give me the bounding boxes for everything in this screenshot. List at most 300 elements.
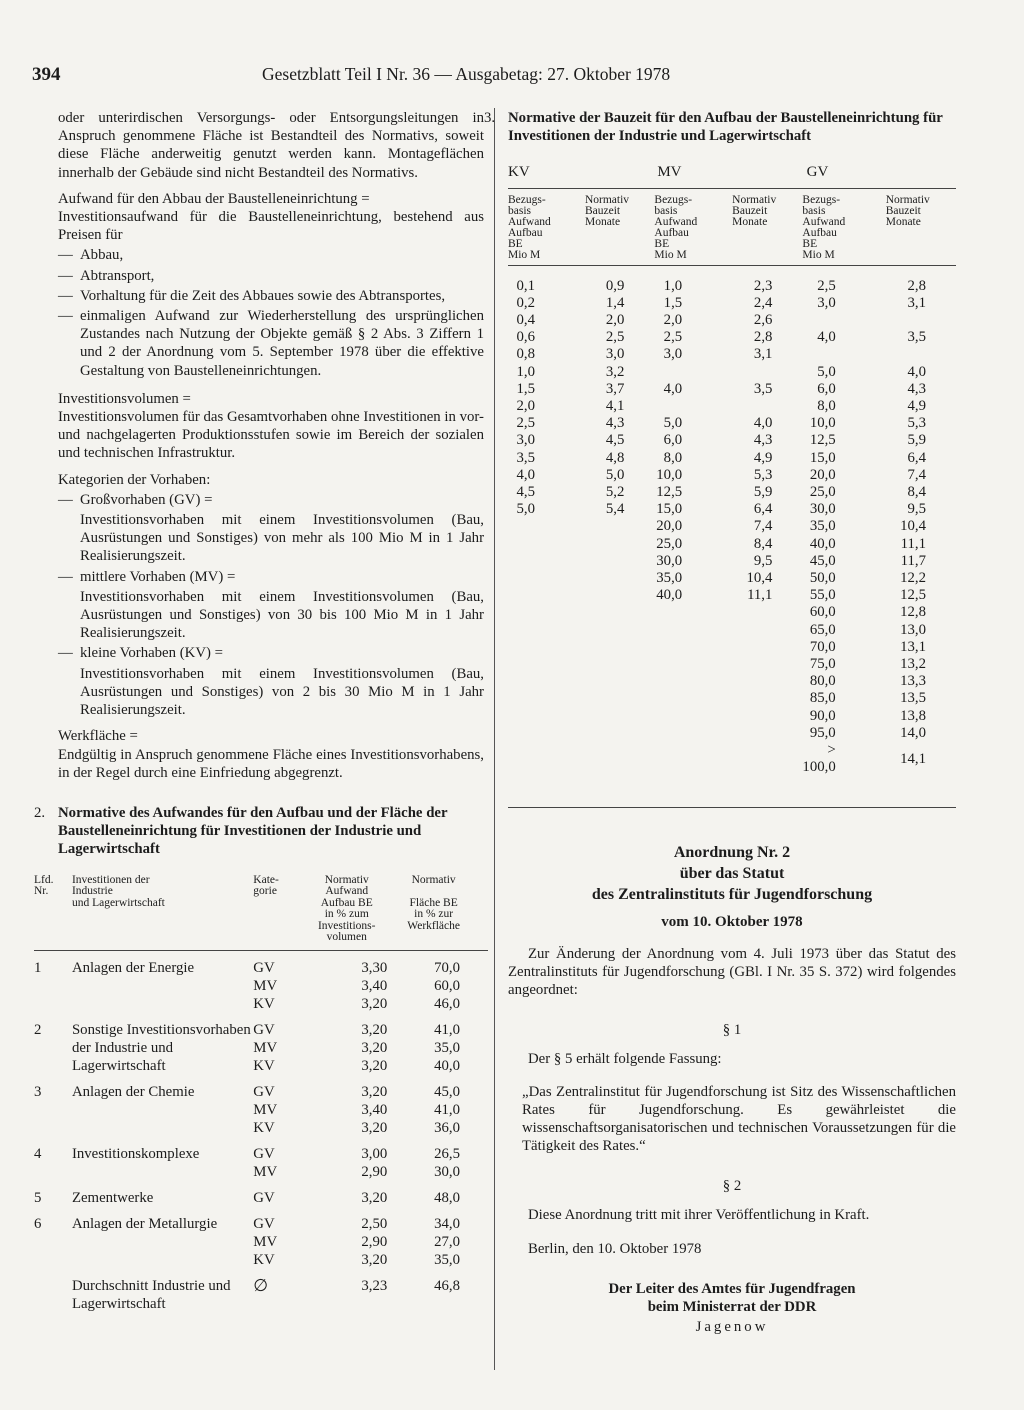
section-3-number: 3. (484, 110, 496, 126)
bezugsbasis-cell (508, 639, 585, 656)
bezugsbasis-cell: 6,0 (663, 432, 683, 449)
bauzeit-cell: 1,4 (605, 294, 625, 311)
table-row (508, 518, 956, 535)
bauzeit-cell (732, 673, 802, 690)
bauzeit-cell: 13,8 (900, 707, 926, 724)
bauzeit-cell: 4,3 (753, 432, 773, 449)
table-row (508, 346, 956, 363)
table-row (508, 742, 956, 776)
bauzeit-cell: 8,4 (907, 484, 926, 501)
bauzeit-cell: 2,5 (605, 329, 625, 346)
category-term-text: kleine Vorhaben (KV) = (80, 645, 223, 662)
category-value: MV (253, 1101, 278, 1118)
aufwand-value: 3,20 (361, 995, 388, 1012)
bauzeit-cell (585, 553, 654, 570)
table-row (508, 415, 956, 432)
bezugsbasis-cell: 5,0 (817, 363, 836, 380)
bezugsbasis-cell: 5,0 (663, 415, 683, 432)
flaeche-value: 40,0 (434, 1057, 460, 1074)
bezugsbasis-cell (508, 622, 585, 639)
bauzeit-cell: 13,5 (900, 690, 926, 707)
bezugsbasis-cell (654, 725, 732, 742)
bezugsbasis-cell: 20,0 (656, 518, 683, 535)
order-preamble: Zur Änderung der Anordnung vom 4. Juli 1973 über das Statut des Zentralinstituts für Jugendforschung (GBl. I Nr. 35 S. 372) wird folgendes angeordnet: (508, 945, 956, 999)
bauzeit-cell: 5,9 (907, 432, 926, 449)
investment-name: Anlagen der Metallurgie (71, 1215, 218, 1232)
column-header: Normativ Fläche BE in % zur Werkfläche (407, 871, 488, 951)
table-row (34, 950, 488, 1013)
dash-marker: — (58, 247, 73, 264)
bauzeit-cell: 11,7 (900, 552, 926, 569)
list-item (58, 287, 484, 305)
bezugsbasis-cell (802, 346, 885, 363)
werkflaeche-term: Werkfläche = (58, 728, 138, 745)
bauzeit-cell (585, 622, 654, 639)
category-value: GV (253, 1215, 275, 1232)
invest-definition: Investitionsvolumen für das Gesamtvorhaben ohne Investitionen in vor- und nachgelagerten Produktionsstufen sowie im Bereich der sozialen und technischen Infrastruktur. (58, 409, 484, 462)
bezugsbasis-cell: 50,0 (809, 570, 836, 587)
bezugsbasis-cell: 60,0 (809, 604, 836, 621)
bauzeit-cell: 2,3 (753, 277, 773, 294)
bezugsbasis-cell: 0,8 (516, 346, 535, 363)
bauzeit-cell: 4,9 (753, 449, 773, 466)
category-value: GV (253, 1145, 275, 1162)
column-header: Normativ Bauzeit Monate (732, 189, 802, 266)
category-value: KV (253, 995, 275, 1012)
bezugsbasis-cell: 8,0 (817, 398, 836, 415)
bauzeit-cell: 3,7 (605, 380, 625, 397)
bezugsbasis-cell: 3,0 (516, 432, 535, 449)
column-header: Normativ Bauzeit Monate (886, 189, 956, 266)
category-cell (253, 1075, 306, 1137)
category-value: GV (253, 1189, 275, 1206)
bezugsbasis-cell: 0,1 (516, 277, 535, 294)
column-header: Lfd. Nr. (34, 871, 72, 951)
aufwand-value: 3,20 (361, 1189, 388, 1206)
bauzeit-cell: 2,6 (753, 312, 773, 329)
bezugsbasis-cell: 12,5 (656, 484, 683, 501)
dash-marker: — (58, 568, 73, 585)
bezugsbasis-cell: 95,0 (809, 724, 836, 741)
bauzeit-cell: 6,4 (907, 449, 926, 466)
row-number: 3 (34, 1083, 42, 1100)
flaeche-value: 46,8 (434, 1277, 460, 1294)
table-group-labels (508, 145, 956, 188)
aufwand-value: 3,20 (361, 1083, 388, 1100)
bezugsbasis-cell: 2,5 (516, 415, 535, 432)
table-row (508, 295, 956, 312)
bauzeit-cell: 10,4 (900, 518, 926, 535)
section-2-heading (34, 804, 484, 859)
paragraph-1-quote: „Das Zentralinstitut für Jugendforschung ist Sitz des Wissenschaftlichen Rates für Jugendforschung. Es gewährleistet die wissenschaftsorganisatorischen und technischen Voraussetzungen für die Tätigkeit des Rates.“ (522, 1083, 956, 1155)
bauzeit-cell: 3,1 (907, 294, 926, 311)
flaeche-value: 45,0 (434, 1083, 460, 1100)
bauzeit-cell (732, 639, 802, 656)
dash-marker: — (58, 267, 73, 284)
order-title-line: über das Statut (679, 864, 785, 882)
bauzeit-cell: 10,4 (746, 570, 773, 587)
bauzeit-cell (732, 690, 802, 707)
bauzeit-cell: 12,8 (900, 604, 926, 621)
bezugsbasis-cell: 30,0 (809, 501, 836, 518)
abbau-definition: Investitionsaufwand für die Baustelleneinrichtung, bestehend aus Preisen für (58, 209, 484, 244)
bauzeit-cell (585, 708, 654, 725)
flaeche-cell (407, 1207, 488, 1269)
bauzeit-cell (886, 312, 956, 329)
bezugsbasis-cell (508, 518, 585, 535)
category-value: KV (253, 1057, 275, 1074)
investment-name: Durchschnitt Industrie und Lagerwirtschaft (71, 1277, 231, 1312)
investment-name: Zementwerke (71, 1189, 154, 1206)
bauzeit-cell (585, 639, 654, 656)
aufwand-cell (306, 1181, 407, 1207)
flaeche-value: 41,0 (434, 1021, 460, 1038)
bezugsbasis-cell: 40,0 (656, 587, 683, 604)
table-row (34, 1207, 488, 1269)
dash-marker: — (58, 287, 73, 304)
bezugsbasis-cell: 35,0 (656, 570, 683, 587)
bauzeit-cell: 3,2 (605, 363, 625, 380)
category-value: KV (253, 1251, 275, 1268)
table-row (508, 312, 956, 329)
bezugsbasis-cell: 45,0 (809, 552, 836, 569)
table-row (508, 587, 956, 604)
investment-name: Investitionskomplexe (71, 1145, 200, 1162)
section-separator (508, 807, 956, 808)
list-item-text: Abbau, (80, 247, 124, 264)
bezugsbasis-cell (654, 364, 732, 381)
table-row (508, 450, 956, 467)
row-number: 4 (34, 1145, 42, 1162)
bauzeit-cell (732, 708, 802, 725)
flaeche-cell (407, 1269, 488, 1313)
aufwand-value: 3,40 (361, 977, 388, 994)
bauzeit-cell: 13,1 (900, 638, 926, 655)
bezugsbasis-cell: 3,5 (516, 449, 535, 466)
section-2-number: 2. (34, 804, 46, 821)
right-column (484, 109, 956, 1337)
bauzeit-cell: 4,1 (605, 398, 625, 415)
bauzeit-cell: 11,1 (747, 587, 773, 604)
table-row (508, 570, 956, 587)
bezugsbasis-cell: 2,0 (516, 398, 535, 415)
running-header: Gesetzblatt Teil I Nr. 36 — Ausgabetag: 27. Oktober 1978 (262, 64, 671, 84)
section-3-heading (484, 109, 956, 145)
category-value: KV (253, 1119, 275, 1136)
table-row (508, 501, 956, 518)
bezugsbasis-cell (508, 656, 585, 673)
bezugsbasis-cell: 2,5 (663, 329, 683, 346)
bauzeit-cell: 11,1 (900, 535, 926, 552)
bauzeit-cell: 2,8 (753, 329, 773, 346)
aufwand-value: 2,90 (361, 1163, 388, 1180)
bezugsbasis-cell (508, 536, 585, 553)
category-cell (253, 1137, 306, 1181)
bauzeit-cell: 13,2 (900, 656, 926, 673)
bauzeit-cell: 7,4 (753, 518, 773, 535)
invest-term: Investitionsvolumen = (58, 390, 191, 407)
bauzeit-cell: 13,3 (900, 673, 926, 690)
intro-paragraph: oder unterirdischen Versorgungs- oder Entsorgungsleitungen in Anspruch genommene Fläche ist Bestandteil des Normativs, soweit diese Fläche anderweitig genutzt werden kann. Montageflächen innerhalb der Gebäude sind nicht Bestandteil des Normativs. (58, 110, 484, 181)
bauzeit-cell: 14,1 (900, 750, 926, 767)
paragraph-1-text: Der § 5 erhält folgende Fassung: (528, 1050, 722, 1067)
aufwand-value: 3,20 (361, 1251, 388, 1268)
abbau-list (58, 246, 484, 379)
category-cell (253, 1181, 306, 1207)
dash-marker: — (58, 308, 73, 325)
aufwand-value: 2,90 (361, 1233, 388, 1250)
column-header: Bezugs- basis Aufwand Aufbau BE Mio M (508, 189, 585, 266)
bauzeit-cell (585, 518, 654, 535)
table-row (508, 708, 956, 725)
flaeche-value: 48,0 (434, 1189, 460, 1206)
group-label: KV (508, 164, 530, 181)
bauzeit-cell: 4,9 (907, 398, 926, 415)
bauzeit-cell: 8,4 (753, 535, 773, 552)
kategorien-term: Kategorien der Vorhaben: (58, 471, 211, 488)
aufwand-value: 3,23 (361, 1277, 388, 1294)
bezugsbasis-cell (654, 673, 732, 690)
bezugsbasis-cell: 20,0 (809, 466, 836, 483)
bauzeit-cell: 4,3 (907, 380, 926, 397)
bezugsbasis-cell (508, 553, 585, 570)
bezugsbasis-cell: 6,0 (817, 380, 836, 397)
bezugsbasis-cell: 85,0 (809, 690, 836, 707)
signatory-name: Jagenow (695, 1319, 769, 1336)
bezugsbasis-cell: 5,0 (516, 501, 535, 518)
bezugsbasis-cell: 1,5 (516, 380, 535, 397)
list-item-text: Abtransport, (80, 267, 155, 284)
flaeche-value: 60,0 (434, 977, 460, 994)
column-header: Investitionen der Industrie und Lagerwirtschaft (72, 871, 253, 951)
bauzeit-cell (732, 622, 802, 639)
order-title-line: Anordnung Nr. 2 (673, 843, 791, 861)
bezugsbasis-cell (654, 622, 732, 639)
table-header-row (34, 871, 488, 951)
table-row (508, 725, 956, 742)
bezugsbasis-cell (654, 656, 732, 673)
bezugsbasis-cell: 65,0 (809, 621, 836, 638)
aufwand-cell (306, 1137, 407, 1181)
flaeche-value: 35,0 (434, 1039, 460, 1056)
flaeche-cell (407, 1137, 488, 1181)
table-row (508, 656, 956, 673)
aufwand-value: 3,00 (361, 1145, 388, 1162)
category-term-text: Großvorhaben (GV) = (80, 491, 213, 508)
category-term (58, 491, 484, 509)
bauzeit-cell: 12,2 (900, 570, 926, 587)
bauzeit-cell (585, 742, 654, 776)
bauzeit-cell: 12,5 (900, 587, 926, 604)
bezugsbasis-cell (508, 587, 585, 604)
flaeche-cell (407, 1075, 488, 1137)
column-divider (494, 108, 495, 1370)
bauzeit-cell (585, 725, 654, 742)
row-number: 6 (34, 1215, 42, 1232)
bezugsbasis-cell (654, 708, 732, 725)
table-header-row (508, 189, 956, 266)
row-number (34, 1269, 72, 1313)
signatory-block (508, 1280, 956, 1316)
abbau-term: Aufwand für den Abbau der Baustelleneinrichtung = (58, 190, 370, 207)
bauzeit-cell (585, 656, 654, 673)
aufwand-cell (306, 1269, 407, 1313)
bezugsbasis-cell (508, 708, 585, 725)
category-value: MV (253, 1233, 278, 1250)
paragraph-2-text: Diese Anordnung tritt mit ihrer Veröffentlichung in Kraft. (528, 1206, 870, 1223)
bauzeit-cell: 9,5 (753, 552, 773, 569)
category-value: GV (253, 1021, 275, 1038)
table-row (508, 553, 956, 570)
investment-name: Sonstige Investitionsvorhaben der Industrie und Lagerwirtschaft (71, 1021, 251, 1074)
bauzeit-cell (732, 656, 802, 673)
bezugsbasis-cell: 10,0 (809, 415, 836, 432)
section-2-title: Normative des Aufwandes für den Aufbau und der Fläche der Baustelleneinrichtung für Investitionen der Industrie und Lagerwirtschaft (58, 804, 448, 858)
category-value: ∅ (253, 1275, 269, 1295)
bezugsbasis-cell: 1,0 (516, 363, 535, 380)
flaeche-cell (407, 1181, 488, 1207)
bauzeit-cell: 5,2 (605, 484, 625, 501)
bauzeit-cell (732, 725, 802, 742)
aufwand-cell (306, 1207, 407, 1269)
left-column (34, 109, 484, 1313)
table-row (508, 432, 956, 449)
bezugsbasis-cell: 4,5 (516, 484, 535, 501)
place-date: Berlin, den 10. Oktober 1978 (528, 1240, 702, 1257)
bauzeit-cell (585, 570, 654, 587)
bezugsbasis-cell: 1,5 (663, 294, 683, 311)
bezugsbasis-cell: 4,0 (516, 466, 535, 483)
bauzeit-cell: 3,5 (907, 329, 926, 346)
list-item (58, 307, 484, 380)
order-title (508, 842, 956, 905)
bezugsbasis-cell: 75,0 (809, 656, 836, 673)
list-item (58, 267, 484, 285)
bauzeit-cell: 14,0 (900, 724, 926, 741)
table-row (508, 381, 956, 398)
table-row (508, 265, 956, 295)
bauzeit-cell: 2,8 (907, 277, 926, 294)
order-title-line: des Zentralinstituts für Jugendforschung (591, 885, 873, 903)
bezugsbasis-cell (654, 604, 732, 621)
bauzeit-cell: 6,4 (753, 501, 773, 518)
bauzeit-cell: 2,4 (753, 294, 773, 311)
bezugsbasis-cell (654, 690, 732, 707)
bezugsbasis-cell: 10,0 (656, 466, 683, 483)
category-term (58, 568, 484, 586)
aufwand-cell (306, 1013, 407, 1075)
flaeche-value: 46,0 (434, 995, 460, 1012)
category-value: MV (253, 977, 278, 994)
category-cell (253, 1013, 306, 1075)
table-row (34, 1013, 488, 1075)
dash-marker: — (58, 491, 73, 508)
flaeche-cell (407, 1013, 488, 1075)
table-row (34, 1075, 488, 1137)
flaeche-value: 41,0 (434, 1101, 460, 1118)
dash-marker: — (58, 645, 73, 662)
bezugsbasis-cell: 2,5 (817, 277, 836, 294)
bezugsbasis-cell: 12,5 (809, 432, 836, 449)
flaeche-value: 70,0 (434, 959, 460, 976)
table-row (508, 467, 956, 484)
signatory-line: Der Leiter des Amtes für Jugendfragen (608, 1280, 856, 1297)
bezugsbasis-cell: 55,0 (809, 587, 836, 604)
table-row (34, 1137, 488, 1181)
bezugsbasis-cell: 0,2 (516, 294, 535, 311)
bezugsbasis-cell (508, 604, 585, 621)
bezugsbasis-cell (654, 742, 732, 776)
bauzeit-cell: 4,0 (753, 415, 773, 432)
bauzeit-cell (585, 673, 654, 690)
category-cell (253, 1207, 306, 1269)
flaeche-value: 27,0 (434, 1233, 460, 1250)
bauzeit-cell (732, 604, 802, 621)
list-item (58, 246, 484, 264)
column-header: Normativ Aufwand Aufbau BE in % zum Investitions- volumen (306, 871, 407, 951)
column-header: Bezugs- basis Aufwand Aufbau BE Mio M (802, 189, 885, 266)
row-number: 2 (34, 1021, 42, 1038)
bauzeit-cell (585, 690, 654, 707)
list-item-text: einmaligen Aufwand zur Wiederherstellung des ursprünglichen Zustandes nach Nutzung der Objekte gemäß § 2 Abs. 3 Ziffern 1 und 2 der Anordnung vom 5. September 1978 über die effektive Gestaltung von Baustelleneinrichtungen. (80, 308, 484, 379)
werkflaeche-definition: Endgültig in Anspruch genommene Fläche eines Investitionsvorhabens, in der Regel durch eine Einfriedung abgegrenzt. (58, 746, 484, 781)
aufwand-cell (306, 950, 407, 1013)
bauzeit-cell: 5,3 (907, 415, 926, 432)
bezugsbasis-cell: 40,0 (809, 535, 836, 552)
category-value: MV (253, 1039, 278, 1056)
bezugsbasis-cell: 15,0 (656, 501, 683, 518)
section-3-title: Normative der Bauzeit für den Aufbau der Baustelleneinrichtung für Investitionen der Industrie und Lagerwirtschaft (508, 110, 943, 145)
bauzeit-cell: 13,0 (900, 621, 926, 638)
bezugsbasis-cell: 80,0 (809, 673, 836, 690)
flaeche-cell (407, 950, 488, 1013)
column-header: Kate- gorie (253, 871, 306, 951)
bezugsbasis-cell: 25,0 (656, 535, 683, 552)
paragraph-1-label: § 1 (722, 1022, 742, 1039)
bauzeit-cell: 5,4 (605, 501, 625, 518)
table-row (508, 364, 956, 381)
category-value: GV (253, 1083, 275, 1100)
bezugsbasis-cell: 90,0 (809, 707, 836, 724)
bezugsbasis-cell: 0,6 (516, 329, 535, 346)
bezugsbasis-cell (508, 742, 585, 776)
bauzeit-cell (732, 364, 802, 381)
aufwand-value: 3,30 (361, 959, 388, 976)
aufwand-value: 3,20 (361, 1119, 388, 1136)
bauzeit-cell: 4,3 (605, 415, 625, 432)
row-number: 5 (34, 1189, 42, 1206)
bezugsbasis-cell (654, 639, 732, 656)
category-definition: Investitionsvorhaben mit einem Investitionsvolumen (Bau, Ausrüstungen und Sonstiges) von 2 bis 30 Mio M in 1 Jahr Realisierungszeit. (80, 665, 484, 719)
investment-name: Anlagen der Energie (71, 959, 195, 976)
bezugsbasis-cell (654, 398, 732, 415)
list-item-text: Vorhaltung für die Zeit des Abbaues sowie des Abtransportes, (80, 287, 446, 304)
bauzeit-cell: 4,0 (907, 363, 926, 380)
category-definition: Investitionsvorhaben mit einem Investitionsvolumen (Bau, Ausrüstungen und Sonstiges) von mehr als 100 Mio M in 1 Jahr Realisierungszeit. (80, 512, 484, 565)
investment-name: Anlagen der Chemie (71, 1083, 195, 1100)
bauzeit-cell: 3,1 (753, 346, 773, 363)
signatory-line: beim Ministerrat der DDR (647, 1299, 817, 1316)
group-label: GV (806, 164, 829, 181)
bezugsbasis-cell: 8,0 (663, 449, 683, 466)
bezugsbasis-cell: 25,0 (809, 484, 836, 501)
category-cell (253, 950, 306, 1013)
table-row (508, 536, 956, 553)
category-definition: Investitionsvorhaben mit einem Investitionsvolumen (Bau, Ausrüstungen und Sonstiges) von 30 bis 100 Mio M in 1 Jahr Realisierungszeit. (80, 588, 484, 642)
category-value: MV (253, 1163, 278, 1180)
category-term (58, 644, 484, 662)
bauzeit-cell (732, 742, 802, 776)
